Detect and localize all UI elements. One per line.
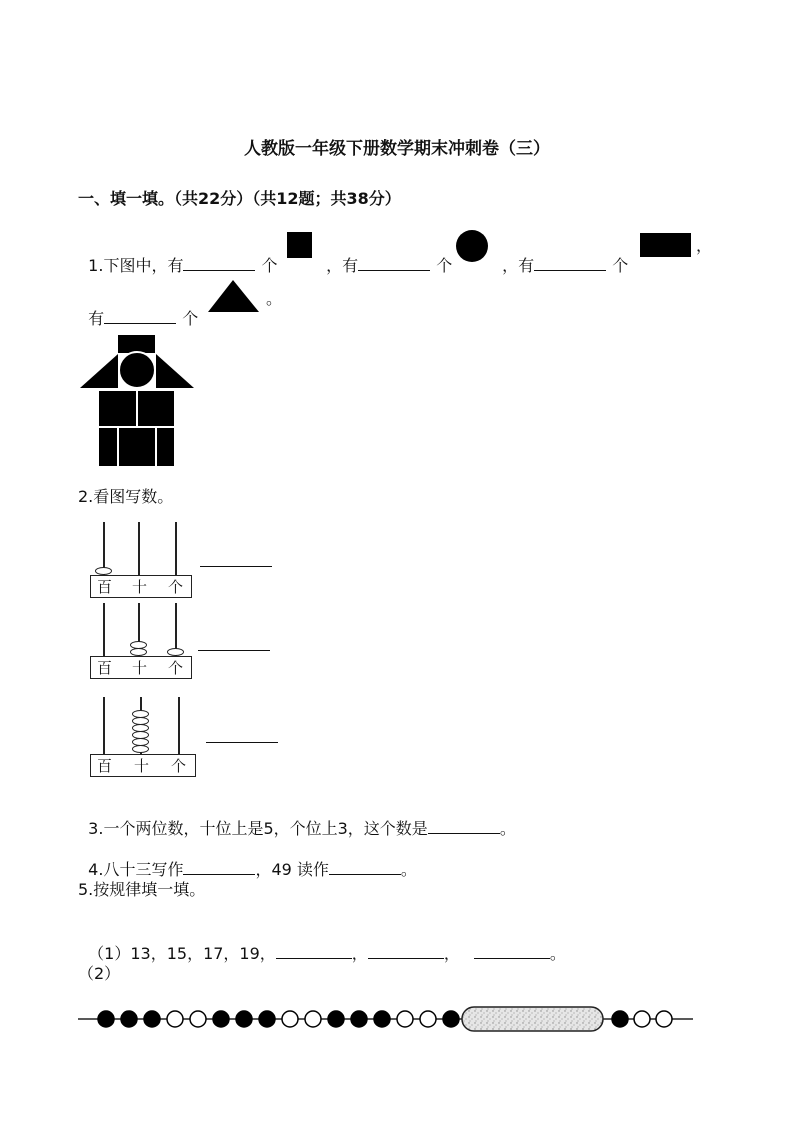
q1-line2	[78, 289, 198, 329]
abacus-2	[90, 603, 194, 679]
white-bead	[190, 1011, 206, 1027]
square-icon	[287, 232, 312, 258]
abacus-1	[90, 522, 194, 598]
q1-unit: 个	[261, 256, 278, 275]
white-bead	[305, 1011, 321, 1027]
black-bead	[374, 1011, 390, 1027]
q4-line	[78, 840, 417, 880]
label-hundreds: 百	[97, 578, 113, 596]
q1-intro: 1.下图中，有	[88, 256, 184, 275]
q1-blank-circle[interactable]	[358, 256, 430, 271]
black-bead	[328, 1011, 344, 1027]
label-ones: 个	[171, 757, 187, 775]
black-bead	[612, 1011, 628, 1027]
q2-answer-2[interactable]	[198, 636, 270, 651]
q1-blank-rectangle[interactable]	[534, 256, 606, 271]
black-bead	[98, 1011, 114, 1027]
bead	[132, 745, 149, 753]
circle-icon	[456, 230, 488, 262]
bead	[130, 648, 147, 656]
q1-line1	[78, 236, 277, 276]
q5-sub2: （2）	[78, 964, 121, 983]
white-bead	[420, 1011, 436, 1027]
white-bead	[397, 1011, 413, 1027]
q4-text1: 4.八十三写作	[88, 860, 184, 879]
house-figure	[78, 334, 196, 468]
bead	[95, 567, 112, 575]
q1-unit: 个	[436, 256, 453, 275]
white-bead	[167, 1011, 183, 1027]
q2-text: 2.看图写数。	[78, 487, 174, 506]
q3-line	[78, 799, 516, 839]
q4-blank-1[interactable]	[183, 860, 255, 875]
q1-blank-square[interactable]	[183, 256, 255, 271]
black-bead	[213, 1011, 229, 1027]
black-bead	[259, 1011, 275, 1027]
black-bead	[236, 1011, 252, 1027]
rod-ones	[178, 697, 180, 755]
q5-text: 5.按规律填一填。	[78, 880, 206, 899]
q5-end: 。	[549, 944, 566, 963]
rectangle-icon	[640, 233, 691, 257]
label-hundreds: 百	[97, 659, 113, 677]
q5-blank-1[interactable]	[276, 944, 352, 959]
q4-blank-2[interactable]	[329, 860, 401, 875]
black-bead	[443, 1011, 459, 1027]
triangle-icon	[207, 279, 260, 313]
label-tens: 十	[134, 757, 150, 775]
q1-blank-triangle[interactable]	[104, 309, 176, 324]
q5-blank-2[interactable]	[368, 944, 444, 959]
q4-mid: ，49 读作	[255, 860, 329, 879]
q3-blank[interactable]	[428, 819, 500, 834]
label-hundreds: 百	[97, 757, 113, 775]
q1-comma: ，	[696, 236, 713, 255]
q3-text: 3.一个两位数，十位上是5，个位上3，这个数是	[88, 819, 428, 838]
q5-sub1: （1）13，15，17，19，	[88, 944, 276, 963]
bead-string	[78, 1004, 694, 1034]
q1-unit: 个	[182, 309, 199, 328]
page-title: 人教版一年级下册数学期末冲刺卷（三）	[244, 139, 550, 159]
q1-you2: 有	[88, 309, 105, 328]
q5-blank-3[interactable]	[474, 944, 550, 959]
q2-answer-1[interactable]	[200, 552, 272, 567]
label-ones: 个	[168, 659, 184, 677]
white-bead	[634, 1011, 650, 1027]
q1-unit: 个	[612, 256, 629, 275]
white-bead	[656, 1011, 672, 1027]
q1-seg3	[492, 236, 628, 276]
label-tens: 十	[132, 578, 148, 596]
white-bead	[282, 1011, 298, 1027]
black-bead	[351, 1011, 367, 1027]
label-tens: 十	[132, 659, 148, 677]
rod-hundreds	[103, 697, 105, 755]
q5-comma: ，	[443, 944, 460, 963]
covered-beads-box	[462, 1007, 603, 1031]
q1-you: ，有	[326, 256, 359, 275]
q5-sub1-line	[78, 924, 566, 964]
q2-answer-3[interactable]	[206, 728, 278, 743]
q1-seg2	[316, 236, 452, 276]
rod-hundreds	[103, 603, 105, 657]
bead	[167, 648, 184, 656]
rod-tens	[138, 522, 140, 576]
black-bead	[121, 1011, 137, 1027]
q5-comma: ，	[351, 944, 368, 963]
q1-end: 。	[266, 289, 283, 308]
section-header: 一、填一填。（共22分）（共12题；共38分）	[78, 189, 401, 208]
label-ones: 个	[168, 578, 184, 596]
black-bead	[144, 1011, 160, 1027]
q1-you: ，有	[502, 256, 535, 275]
rod-ones	[175, 522, 177, 576]
abacus-3	[90, 697, 198, 777]
q4-end: 。	[400, 860, 417, 879]
q3-end: 。	[499, 819, 516, 838]
